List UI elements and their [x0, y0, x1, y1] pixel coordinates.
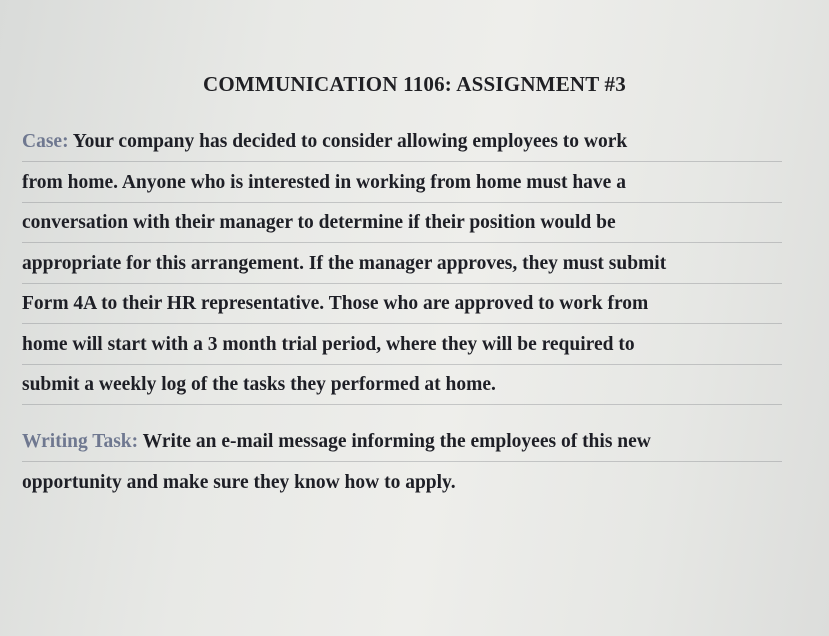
case-line: submit a weekly log of the tasks they performed at home. — [22, 374, 496, 395]
task-line: opportunity and make sure they know how to apply. — [22, 471, 456, 493]
task-line — [22, 422, 812, 463]
case-line: conversation with their manager to determine if their position would be — [22, 212, 616, 233]
row-divider — [22, 242, 782, 243]
row-divider — [22, 161, 782, 162]
row-divider — [22, 404, 782, 405]
row-divider — [22, 461, 782, 462]
row-divider — [22, 283, 782, 284]
case-line-text: Your company has decided to consider allowing employees to work — [68, 131, 628, 152]
row-divider — [22, 323, 782, 324]
row-divider — [22, 202, 782, 203]
row-divider — [22, 364, 782, 365]
case-line — [22, 122, 812, 163]
case-paragraph — [22, 122, 812, 406]
writing-task-paragraph — [22, 422, 812, 503]
case-line: appropriate for this arrangement. If the manager approves, they must submit — [22, 252, 667, 274]
case-line: from home. Anyone who is interested in working from home must have a — [22, 171, 626, 193]
writing-task-label: Writing Task: — [22, 431, 139, 452]
assignment-title: COMMUNICATION 1106: ASSIGNMENT #3 — [203, 72, 626, 96]
case-line: home will start with a 3 month trial period, where they will be required to — [22, 333, 635, 355]
case-line: Form 4A to their HR representative. Those who are approved to work from — [22, 293, 649, 314]
task-line-text: Write an e-mail message informing the employees of this new — [138, 431, 651, 452]
case-label: Case: — [22, 131, 69, 152]
